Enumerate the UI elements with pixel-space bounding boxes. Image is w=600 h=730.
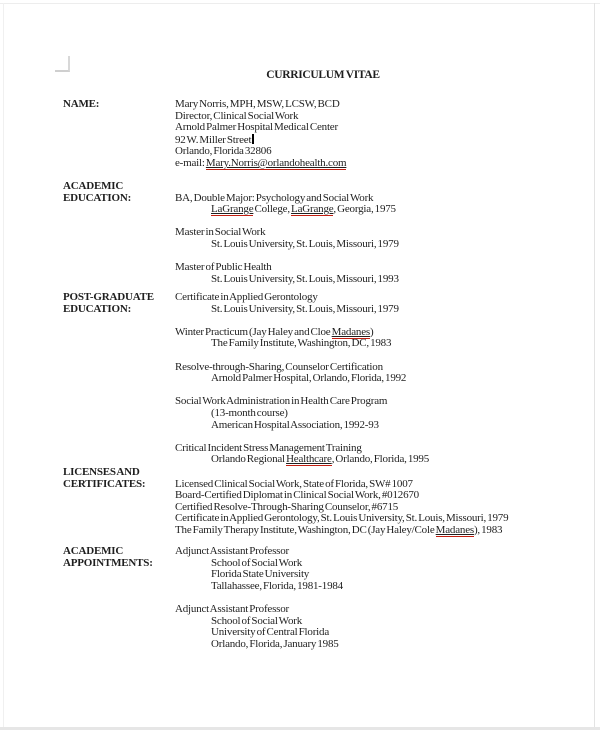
text-run: Social Work Administration in Health Care Program: [175, 395, 388, 408]
text-run: Orlando Regional: [211, 453, 287, 466]
text-run: Certified Resolve-Through-Sharing Counselor, #6715: [175, 500, 399, 513]
entry-group: [175, 604, 592, 650]
section-label-line: POST-GRADUATE: [63, 291, 154, 303]
section-label-line: CERTIFICATES:: [63, 477, 146, 490]
section-label: [63, 99, 175, 111]
entry-group: [175, 479, 592, 537]
section-label-line: EDUCATION:: [63, 191, 132, 204]
text-run: Arnold Palmer Hospital, Orlando, Florida, 1992: [211, 372, 407, 385]
cv-line: [175, 274, 592, 286]
entry-group: [175, 262, 592, 285]
text-run: St. Louis University, St. Louis, Missouri, 1993: [211, 272, 399, 285]
section-label-line: NAME:: [63, 98, 100, 110]
cv-line: [175, 639, 592, 651]
cv-line: [175, 525, 592, 537]
cv-line: [175, 239, 592, 251]
cv-line: [175, 373, 592, 385]
cv-line: [175, 338, 592, 350]
text-run: Master in Social Work: [175, 226, 266, 239]
section-content: [175, 99, 592, 170]
text-run: Orlando, Florida, January 1985: [211, 637, 339, 650]
entry-group: [175, 193, 592, 216]
cv-line: [175, 581, 592, 593]
section-label-line: ACADEMIC: [63, 180, 124, 192]
section-label-line: ACADEMIC: [63, 545, 124, 557]
text-run: The Family Institute, Washington, DC, 1983: [211, 337, 392, 350]
text-run: Board-Certified Diplomat in Clinical Social Work, #012670: [175, 489, 419, 502]
entry-group: [175, 292, 592, 315]
text-run: Certificate in Applied Gerontology: [175, 291, 318, 303]
entry-group: [175, 327, 592, 350]
text-run: Arnold Palmer Hospital Medical Center: [175, 121, 338, 134]
section-label: [63, 546, 175, 569]
section-name: [63, 99, 592, 170]
document-title: CURRICULUM VITAE: [266, 69, 380, 81]
text-run: 92 W. Miller Street: [175, 133, 252, 146]
text-run: , Orlando, Florida, 1995: [331, 453, 430, 466]
spellcheck-flagged-word: LaGrange: [211, 203, 254, 216]
text-run: The Family Therapy Institute, Washington, DC (Jay Haley/Cole: [175, 523, 436, 536]
text-run: St. Louis University, St. Louis, Missouri, 1979: [211, 302, 399, 315]
text-run: , Georgia, 1975: [333, 203, 396, 216]
text-run: ), 1983: [473, 523, 503, 536]
text-run: Master of Public Health: [175, 261, 272, 274]
text-run: Florida State University: [211, 568, 310, 581]
text-run: Critical Incident Stress Management Training: [175, 441, 362, 454]
text-run: Winter Practicum (Jay Haley and Cloe: [175, 325, 332, 338]
section-label-line: EDUCATION:: [63, 302, 132, 315]
entry-group: [175, 396, 592, 431]
text-run: American Hospital Association, 1992-93: [211, 418, 379, 431]
section-academic-appointments: [63, 546, 592, 650]
section-licenses-certificates: [63, 467, 592, 537]
page-edge-left: [3, 3, 4, 727]
section-label: [63, 181, 175, 204]
section-label: [63, 467, 175, 490]
cv-line: [175, 158, 592, 170]
page-edge-top: [0, 3, 600, 4]
text-run: St. Louis University, St. Louis, Missouri, 1979: [211, 237, 399, 250]
text-run: College,: [253, 203, 292, 216]
text-run: University of Central Florida: [211, 626, 330, 639]
spellcheck-flagged-word: LaGrange: [291, 203, 334, 216]
text-run: ): [369, 325, 374, 338]
entry-group: [175, 99, 592, 170]
entry-group: [175, 546, 592, 592]
text-run: Adjunct Assistant Professor: [175, 545, 290, 557]
section-post-graduate-education: [63, 292, 592, 466]
section-label: [63, 292, 175, 315]
text-run: (13-month course): [211, 406, 288, 419]
section-label-line: APPOINTMENTS:: [63, 556, 153, 569]
cv-line: [175, 454, 592, 466]
section-content: [175, 467, 592, 537]
section-label-line: LICENSES AND: [63, 466, 140, 478]
spellcheck-flagged-word: Madanes: [435, 523, 474, 536]
spellcheck-flagged-word: Madanes: [331, 325, 370, 338]
page-edge-right: [594, 3, 595, 727]
email-link[interactable]: Mary.Norris@orlandohealth.com: [205, 156, 347, 169]
spellcheck-flagged-word: Healthcare: [286, 453, 332, 466]
cv-line: [175, 304, 592, 316]
entry-group: [175, 362, 592, 385]
text-run: Director, Clinical Social Work: [175, 109, 299, 122]
section-content: [175, 292, 592, 466]
entry-group: [175, 443, 592, 466]
cv-line: [175, 420, 592, 432]
cv-line: [175, 122, 592, 134]
text-run: Resolve-through-Sharing, Counselor Certification: [175, 360, 383, 373]
text-run: Certificate in Applied Gerontology, St. Louis University, St. Louis, Missouri, 1979: [175, 512, 509, 525]
section-content: [175, 546, 592, 650]
entry-group: [175, 227, 592, 250]
text-run: Tallahassee, Florida, 1981-1984: [211, 579, 343, 592]
text-run: Adjunct Assistant Professor: [175, 602, 290, 615]
text-run: BA, Double Major: Psychology and Social Work: [175, 191, 374, 204]
text-cursor: [252, 134, 254, 144]
text-run: Mary Norris, MPH, MSW, LCSW, BCD: [175, 98, 340, 110]
text-run: School of Social Work: [211, 614, 303, 627]
section-academic-education: [63, 181, 592, 285]
text-run: e-mail:: [175, 156, 206, 169]
text-run: Licensed Clinical Social Work, State of Florida, SW# 1007: [175, 477, 413, 490]
text-run: School of Social Work: [211, 556, 303, 569]
cv-line: [175, 204, 592, 216]
section-content: [175, 181, 592, 285]
text-run: Orlando, Florida 32806: [175, 145, 272, 158]
